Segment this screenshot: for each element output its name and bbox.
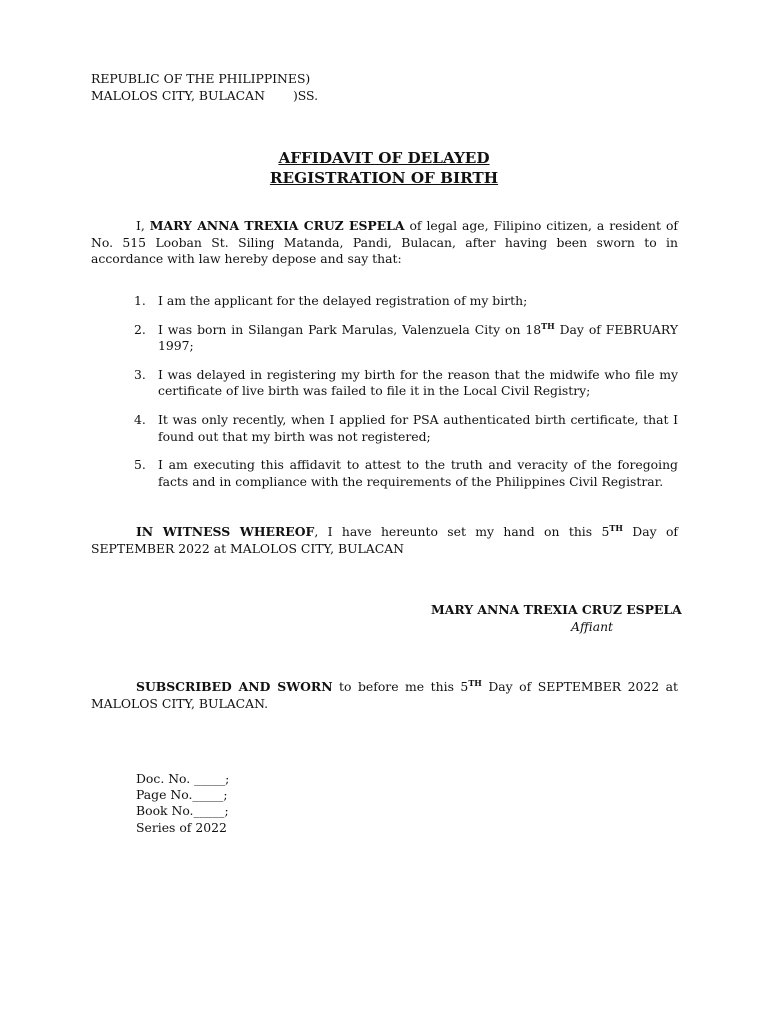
notary-doc-no: Doc. No. _____; xyxy=(136,771,230,786)
list-item xyxy=(91,322,678,355)
item-text: I am executing this affidavit to attest to the truth and veracity of the foregoing facts and in compliance with the requirements of the Philippines Civil Registrar. xyxy=(158,457,678,489)
title-line-2: REGISTRATION OF BIRTH xyxy=(269,169,499,187)
item-text-end: Day of FEBRUARY 1997; xyxy=(158,321,678,354)
item-superscript: TH xyxy=(541,320,555,331)
item-text: I am the applicant for the delayed registration of my birth; xyxy=(158,293,528,308)
list-item xyxy=(91,457,678,490)
signature-role: Affiant xyxy=(571,619,614,634)
item-text: It was only recently, when I applied for PSA authenticated birth certificate, that I found out that my birth was not registered; xyxy=(158,411,678,444)
venue-block xyxy=(91,70,318,104)
item-text: I was born in Silangan Park Marulas, Valenzuela City on 18 xyxy=(158,321,542,337)
venue-city-name: MALOLOS CITY, BULACAN xyxy=(91,88,265,103)
venue-republic: REPUBLIC OF THE PHILIPPINES) xyxy=(91,71,311,86)
venue-ss: )SS. xyxy=(292,88,319,103)
intro-text: of legal age, Filipino citizen, a resident of No. 515 Looban St. Siling Matanda, Pandi, Bulacan, after having been sworn to in accordance with law hereby depose and say that: xyxy=(91,218,678,267)
venue-city xyxy=(91,87,318,104)
item-number: 4. xyxy=(134,411,146,427)
list-item xyxy=(91,412,678,445)
affiant-name-inline: MARY ANNA TREXIA CRUZ ESPELA xyxy=(149,218,405,233)
intro-paragraph xyxy=(91,218,678,268)
witness-text-end: Day of SEPTEMBER 2022 at MALOLOS CITY, BULACAN xyxy=(91,524,678,556)
item-number: 5. xyxy=(134,457,146,473)
document-title xyxy=(0,148,768,188)
witness-text: , I have hereunto set my hand on this 5 xyxy=(314,524,610,539)
sworn-text: to before me this 5 xyxy=(332,679,469,694)
sworn-superscript: TH xyxy=(468,678,482,688)
notary-block xyxy=(136,771,229,836)
notary-page-no: Page No._____; xyxy=(136,787,228,803)
sworn-paragraph xyxy=(91,679,678,712)
statement-list xyxy=(91,293,678,502)
item-number: 1. xyxy=(134,293,146,308)
list-item xyxy=(91,293,678,310)
signature-block xyxy=(431,601,682,635)
signature-name: MARY ANNA TREXIA CRUZ ESPELA xyxy=(431,602,682,617)
list-item xyxy=(91,367,678,400)
witness-paragraph xyxy=(91,524,678,557)
witness-superscript: TH xyxy=(609,523,623,533)
item-text: I was delayed in registering my birth for the reason that the midwife who file my certificate of live birth was failed to file it in the Local Civil Registry; xyxy=(158,366,678,399)
title-line-1: AFFIDAVIT OF DELAYED xyxy=(278,149,490,167)
item-number: 2. xyxy=(134,321,146,337)
notary-series: Series of 2022 xyxy=(136,819,227,835)
sworn-text-end: Day of SEPTEMBER 2022 at MALOLOS CITY, BULACAN. xyxy=(91,679,678,711)
witness-bold: IN WITNESS WHEREOF xyxy=(136,524,315,539)
item-number: 3. xyxy=(134,366,146,382)
intro-prefix: I, xyxy=(136,218,150,233)
notary-book-no: Book No._____; xyxy=(136,803,229,819)
sworn-bold: SUBSCRIBED AND SWORN xyxy=(136,679,333,694)
